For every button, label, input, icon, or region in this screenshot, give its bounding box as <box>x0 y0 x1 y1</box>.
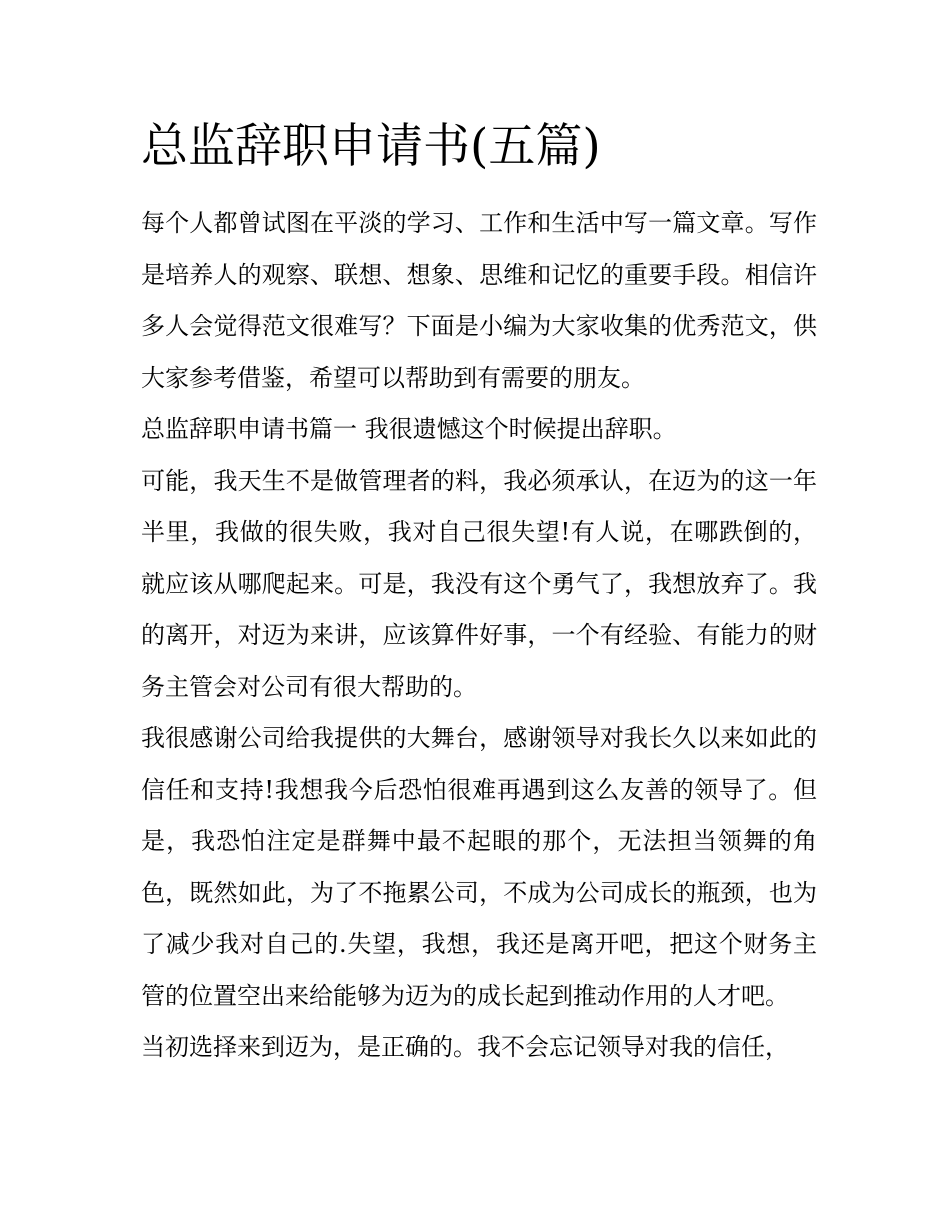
intro-paragraph: 每个人都曾试图在平淡的学习、工作和生活中写一篇文章。写作是培养人的观察、联想、想象、思维和记忆的重要手段。相信许多人会觉得范文很难写？下面是小编为大家收集的优秀范文，供大家参考借鉴，希望可以帮助到有需要的朋友。 <box>141 209 817 392</box>
section-heading-paragraph: 总监辞职申请书篇一 我很遗憾这个时候提出辞职。 <box>141 415 677 443</box>
document-body <box>141 198 817 1074</box>
body-paragraph: 可能，我天生不是做管理者的料，我必须承认，在迈为的这一年半里，我做的很失败，我对自己很失望!有人说，在哪跌倒的，就应该从哪爬起来。可是，我没有这个勇气了，我想放弃了。我的离开，对迈为来讲，应该算件好事，一个有经验、有能力的财务主管会对公司有很大帮助的。 <box>141 466 817 701</box>
body-paragraph: 我很感谢公司给我提供的大舞台，感谢领导对我长久以来如此的信任和支持!我想我今后恐怕很难再遇到这么友善的领导了。但是，我恐怕注定是群舞中最不起眼的那个，无法担当领舞的角色，既然如此，为了不拖累公司，不成为公司成长的瓶颈，也为了减少我对自己的.失望，我想，我还是离开吧，把这个财务主管的位置空出来给能够为迈为的成长起到推动作用的人才吧。 <box>141 724 817 1010</box>
body-paragraph: 当初选择来到迈为，是正确的。我不会忘记领导对我的信任， <box>141 1033 789 1061</box>
document-title: 总监辞职申请书(五篇) <box>141 119 601 174</box>
